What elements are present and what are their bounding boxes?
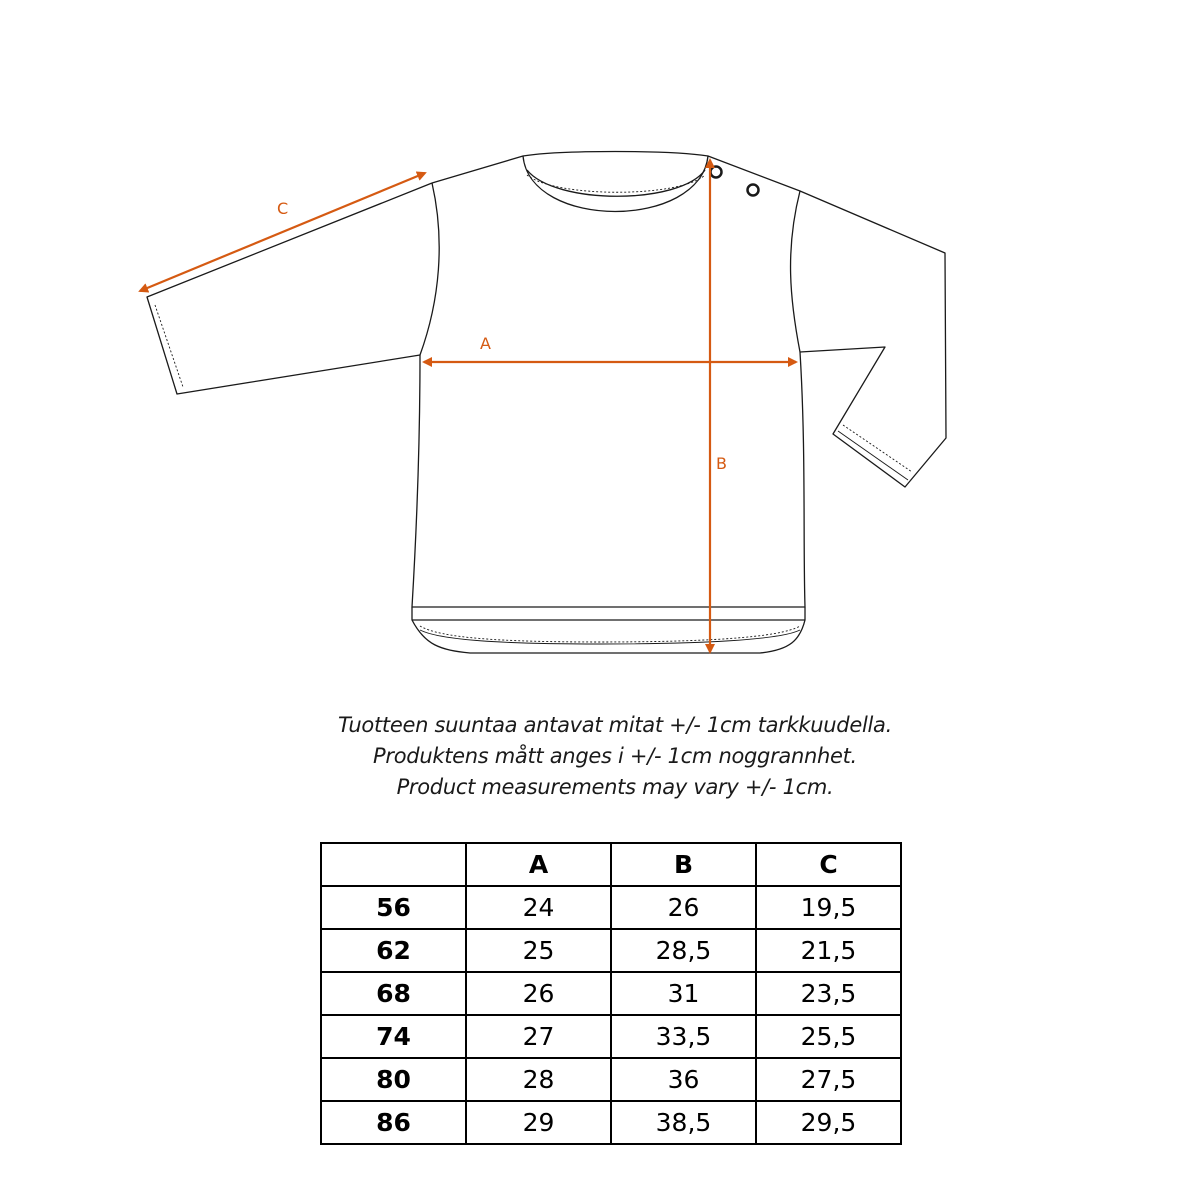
button-icon: [748, 185, 759, 196]
value-cell: 26: [611, 886, 756, 929]
table-header-row: [321, 843, 901, 886]
value-cell: 29,5: [756, 1101, 901, 1144]
value-cell: 28: [466, 1058, 611, 1101]
header-cell: A: [466, 843, 611, 886]
value-cell: 23,5: [756, 972, 901, 1015]
size-cell: 56: [321, 886, 466, 929]
note-swedish: Produktens mått anges i +/- 1cm noggrannhet.: [373, 744, 857, 768]
value-cell: 24: [466, 886, 611, 929]
header-cell: C: [756, 843, 901, 886]
value-cell: 36: [611, 1058, 756, 1101]
note-finnish: Tuotteen suuntaa antavat mitat +/- 1cm tarkkuudella.: [338, 713, 892, 737]
size-cell: 86: [321, 1101, 466, 1144]
table-row: [321, 1015, 901, 1058]
value-cell: 38,5: [611, 1101, 756, 1144]
label-b: B: [716, 454, 727, 473]
size-table: [320, 842, 902, 1145]
size-cell: 80: [321, 1058, 466, 1101]
measurement-notes: [0, 710, 1200, 803]
measure-arrow-c: [140, 173, 425, 291]
note-english: Product measurements may vary +/- 1cm.: [396, 775, 834, 799]
neck-binding: [523, 152, 708, 157]
table-row: [321, 886, 901, 929]
right-sleeve: [800, 191, 946, 487]
size-cell: 68: [321, 972, 466, 1015]
value-cell: 25: [466, 929, 611, 972]
table-row: [321, 1101, 901, 1144]
value-cell: 33,5: [611, 1015, 756, 1058]
shirt-outline: [147, 152, 946, 654]
hem-band: [412, 607, 805, 653]
size-cell: 74: [321, 1015, 466, 1058]
value-cell: 27: [466, 1015, 611, 1058]
value-cell: 25,5: [756, 1015, 901, 1058]
shirt-body: [412, 156, 805, 607]
table-row: [321, 929, 901, 972]
value-cell: 26: [466, 972, 611, 1015]
header-cell: B: [611, 843, 756, 886]
table-row: [321, 1058, 901, 1101]
label-c: C: [277, 199, 289, 218]
value-cell: 21,5: [756, 929, 901, 972]
size-cell: 62: [321, 929, 466, 972]
left-sleeve: [147, 183, 432, 394]
label-a: A: [480, 334, 491, 353]
value-cell: 19,5: [756, 886, 901, 929]
value-cell: 31: [611, 972, 756, 1015]
table-row: [321, 972, 901, 1015]
button-icon: [711, 167, 722, 178]
header-cell: [321, 843, 466, 886]
value-cell: 27,5: [756, 1058, 901, 1101]
value-cell: 28,5: [611, 929, 756, 972]
value-cell: 29: [466, 1101, 611, 1144]
measurement-arrows: [140, 160, 796, 652]
